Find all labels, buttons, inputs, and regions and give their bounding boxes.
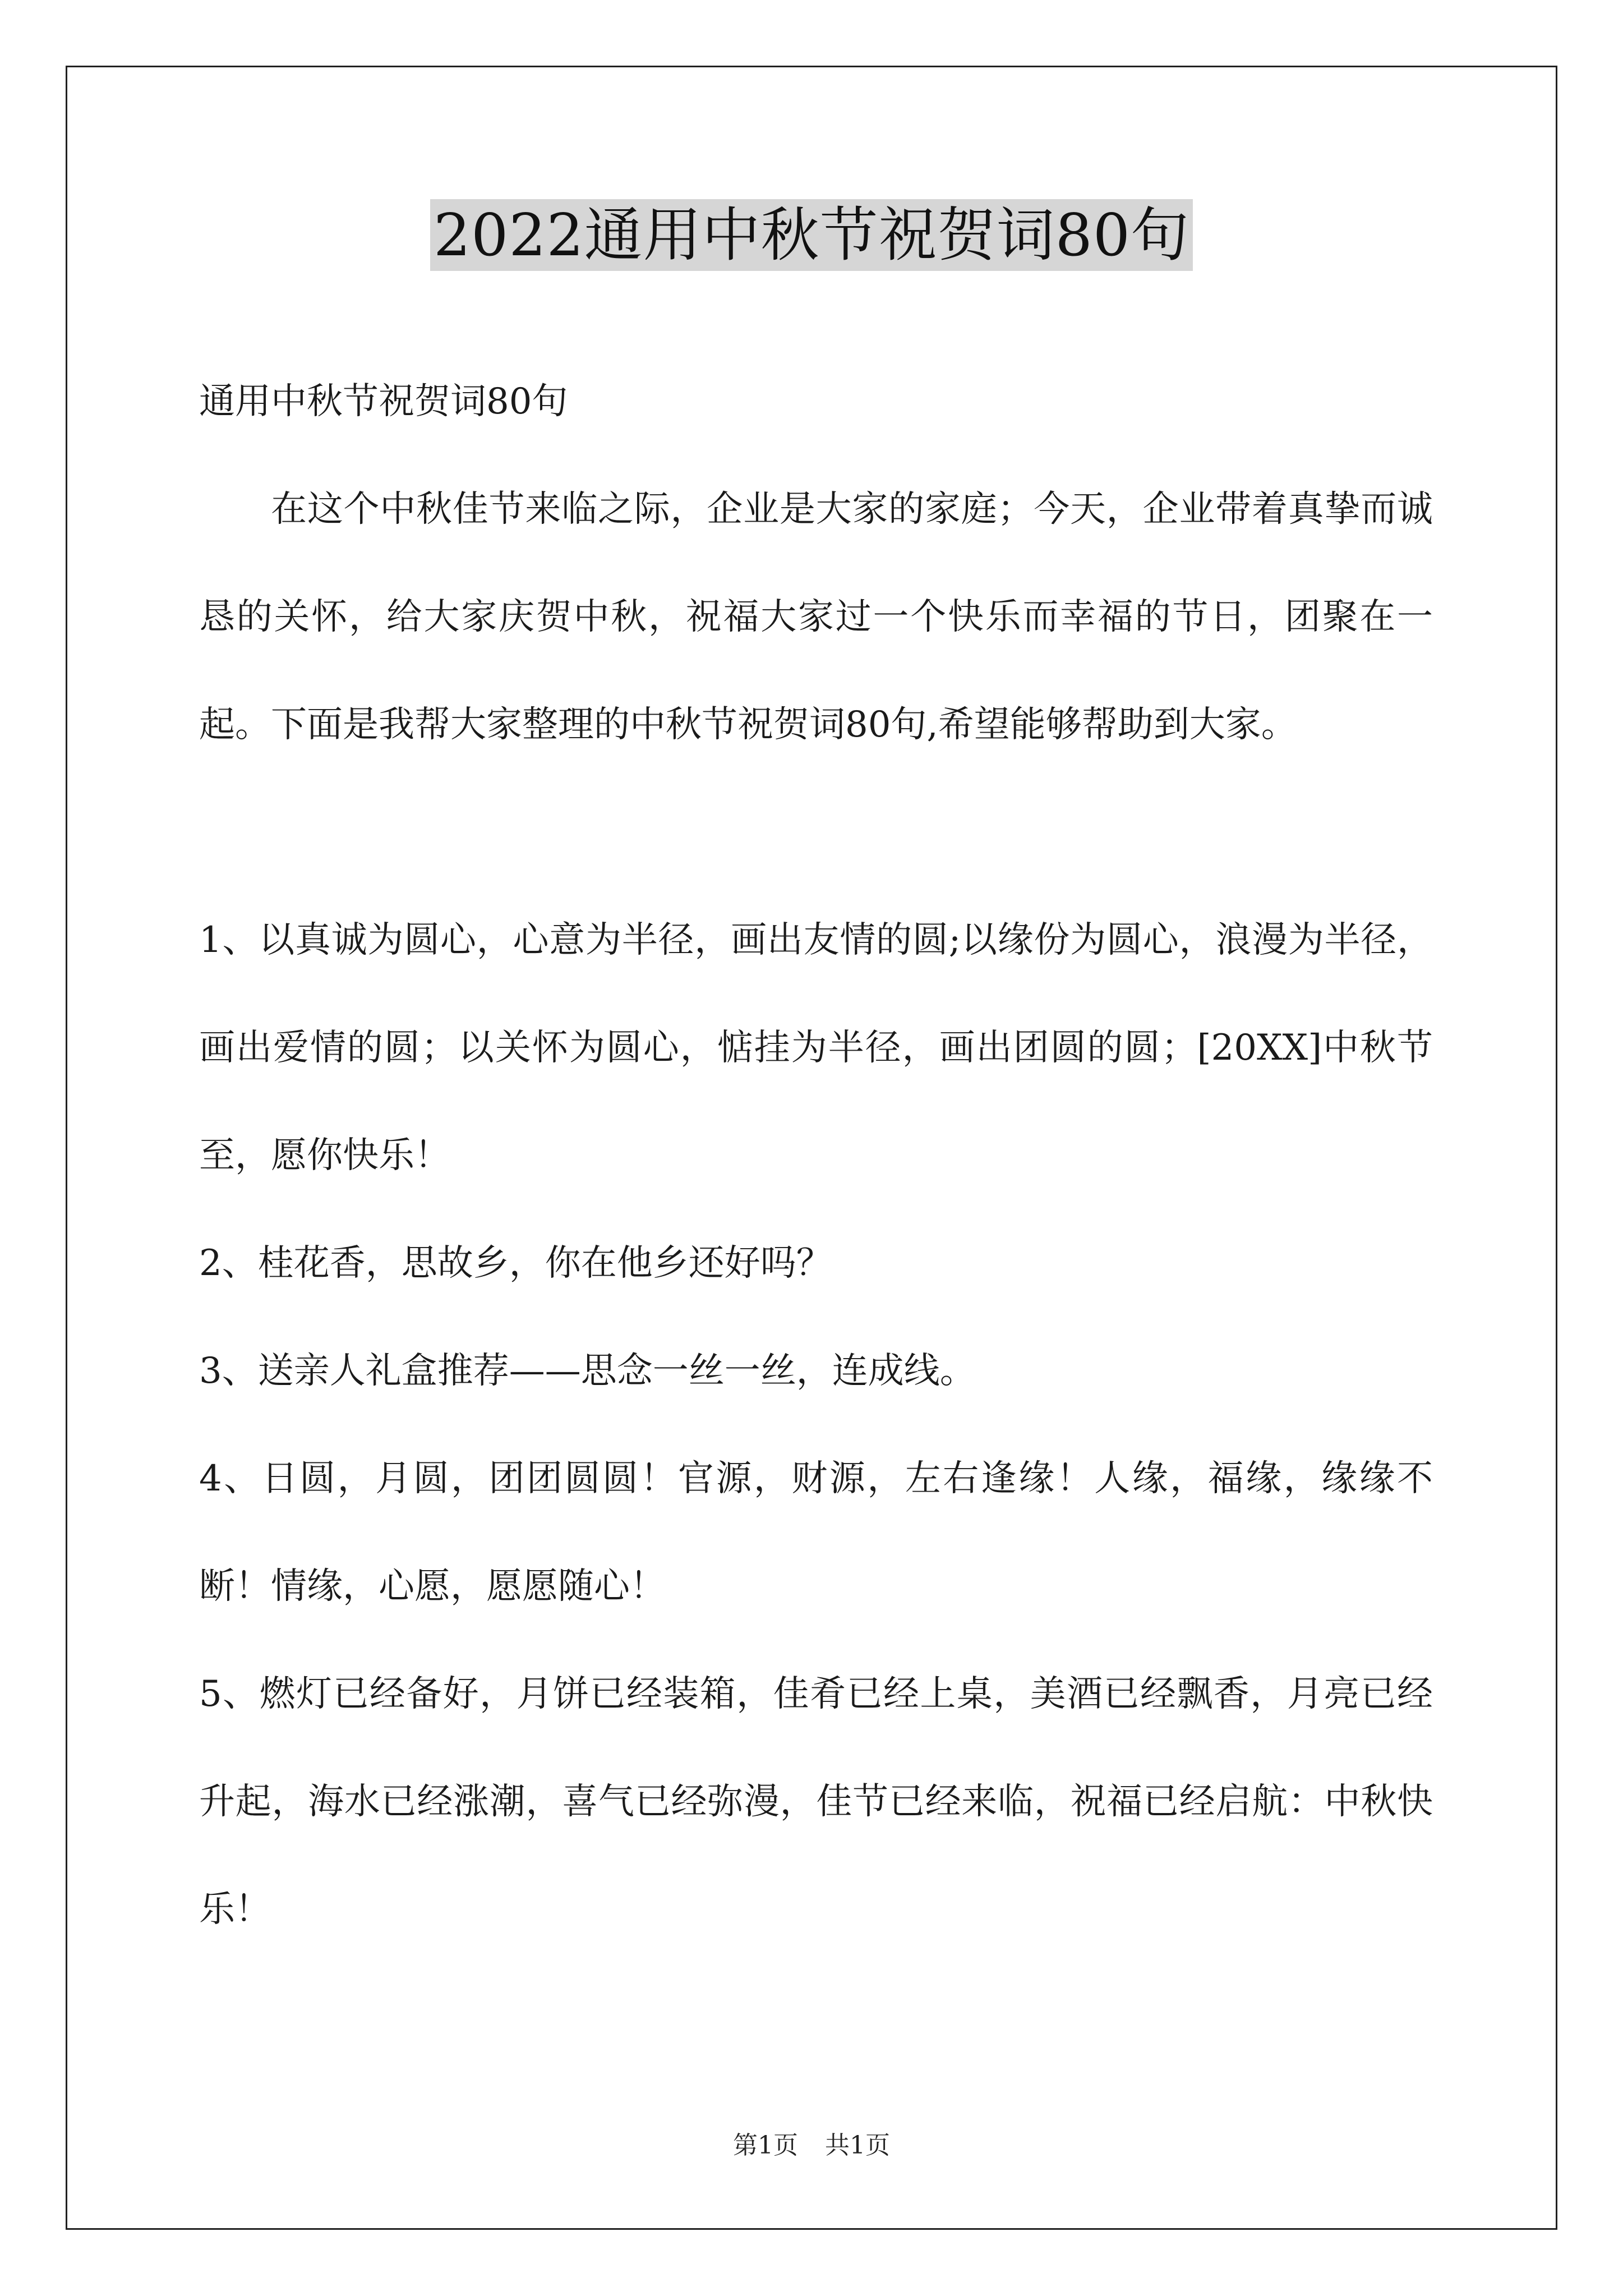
list-item: 2、桂花香，思故乡，你在他乡还好吗？ (199, 1243, 832, 1284)
intro-paragraph: 在这个中秋佳节来临之际，企业是大家的家庭；今天，企业带着真挚而诚恳的关怀，给大家庆贺中秋，祝福大家过一个快乐而幸福的节日，团聚在一起。下面是我帮大家整理的中秋节祝贺词80句,希望能够帮助到大家。 (199, 489, 1433, 746)
list-item: 3、送亲人礼盒推荐——思念一丝一丝，连成线。 (199, 1350, 976, 1392)
title-container (0, 199, 1623, 271)
document-title: 2022通用中秋节祝贺词80句 (430, 199, 1193, 271)
list-item: 1、以真诚为圆心，心意为半径，画出友情的圆;以缘份为圆心，浪漫为半径，画出爱情的圆；以关怀为圆心，惦挂为半径，画出团圆的圆；[20XX]中秋节至，愿你快乐！ (199, 919, 1433, 1176)
list-item: 5、燃灯已经备好，月饼已经装箱，佳肴已经上桌，美酒已经飘香，月亮已经升起，海水已经涨潮，喜气已经弥漫，佳节已经来临，祝福已经启航：中秋快乐！ (199, 1673, 1433, 1930)
list-item: 4、日圆，月圆，团团圆圆！官源，财源，左右逢缘！人缘，福缘，缘缘不断！情缘，心愿，愿愿随心！ (199, 1458, 1433, 1607)
page-footer (0, 2129, 1623, 2162)
document-subtitle: 通用中秋节祝贺词80句 (199, 381, 568, 422)
page-number: 第1页 (733, 2131, 798, 2160)
page-total: 共1页 (825, 2131, 890, 2160)
document-body (199, 348, 1433, 1963)
paragraph-spacer (199, 779, 1433, 886)
